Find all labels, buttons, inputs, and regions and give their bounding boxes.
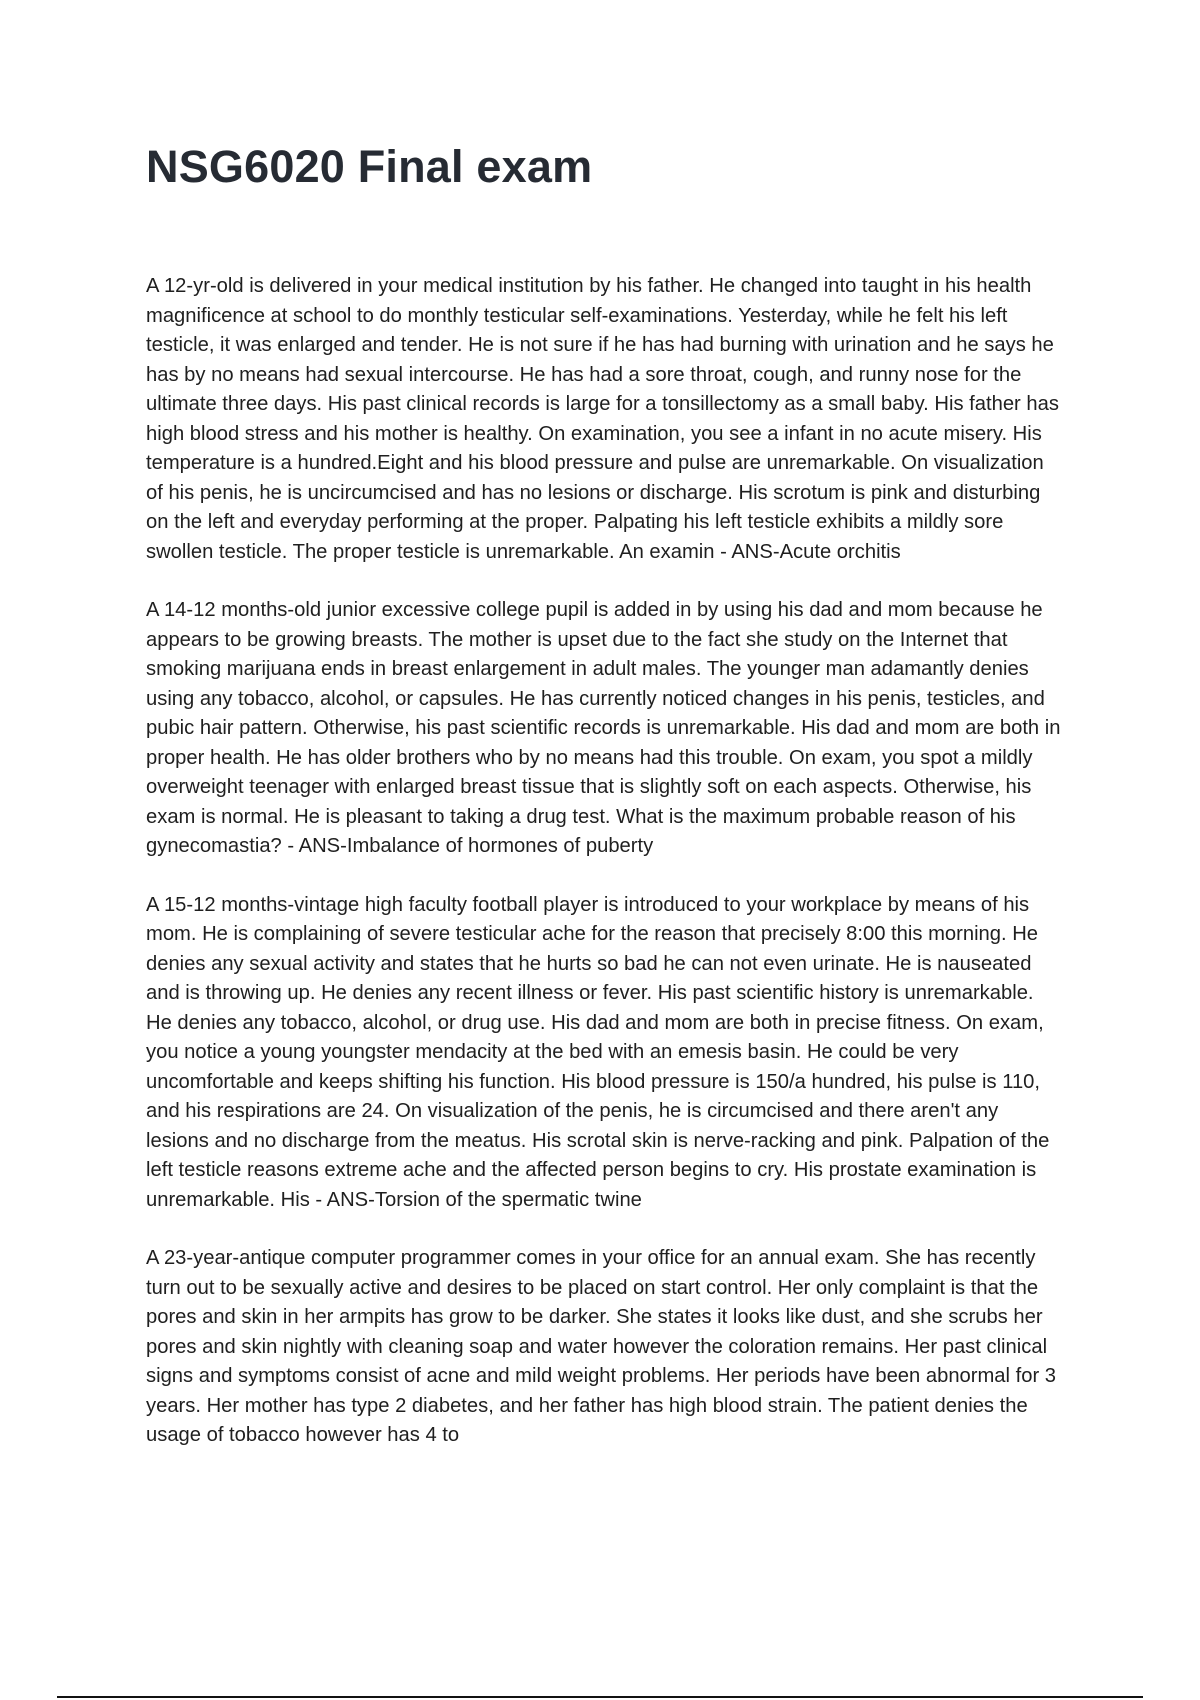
page-bottom-rule bbox=[57, 1696, 1143, 1698]
question-paragraph bbox=[146, 272, 1064, 567]
answer-separator: - bbox=[281, 835, 299, 857]
question-paragraph bbox=[146, 596, 1064, 862]
question-text: A 14-12 months-old junior excessive college pupil is added in by using his dad and mom because he appears to be growing breasts. The mother is upset due to the fact she study on the Internet that smoking marijuana ends in breast enlargement in adult males. The younger man adamantly denies using any tobacco, alcohol, or capsules. He has currently noticed changes in his penis, testicles, and pubic hair pattern. Otherwise, his past scientific records is unremarkable. His dad and mom are both in proper health. He has older brothers who by no means had this trouble. On exam, you spot a mildly overweight teenager with enlarged breast tissue that is slightly soft on each aspects. Otherwise, his exam is normal. He is pleasant to taking a drug test. What is the maximum probable reason of his gynecomastia? bbox=[146, 599, 1061, 857]
answer-separator: - bbox=[714, 540, 732, 563]
question-text: A 15-12 months-vintage high faculty football player is introduced to your workplace by means of his mom. He is complaining of severe testicular ache for the reason that precisely 8:00 this morning. He denies any sexual activity and states that he hurts so bad he can not even urinate. He is nauseated and is throwing up. He denies any recent illness or fever. His past scientific history is unremarkable. He denies any tobacco, alcohol, or drug use. His dad and mom are both in precise fitness. On exam, you notice a young youngster mendacity at the bed with an emesis basin. He could be very uncomfortable and keeps shifting his function. His blood pressure is 150/a hundred, his pulse is 110, and his respirations are 24. On visualization of the penis, he is circumcised and there aren't any lesions and no discharge from the meatus. His scrotal skin is nerve-racking and pink. Palpation of the left testicle reasons extreme ache and the affected person begins to cry. His prostate examination is unremarkable. His bbox=[146, 893, 1050, 1211]
question-paragraph bbox=[146, 891, 1064, 1216]
question-text: A 23-year-antique computer programmer comes in your office for an annual exam. She has recently turn out to be sexually active and desires to be placed on start control. Her only complaint is that the pores and skin in her armpits has grow to be darker. She states it looks like dust, and she scrubs her pores and skin nightly with cleaning soap and water however the coloration remains. Her past clinical signs and symptoms consist of acne and mild weight problems. Her periods have been abnormal for 3 years. Her mother has type 2 diabetes, and her father has high blood strain. The patient denies the usage of tobacco however has 4 to bbox=[146, 1247, 1057, 1446]
document-body bbox=[146, 272, 1064, 1480]
page-title: NSG6020 Final exam bbox=[146, 141, 593, 192]
answer-text: ANS-Imbalance of hormones of puberty bbox=[298, 835, 654, 857]
question-text: A 12-yr-old is delivered in your medical institution by his father. He changed into taught in his health magnificence at school to do monthly testicular self-examinations. Yesterday, while he felt his left testicle, it was enlarged and tender. He is not sure if he has had burning with urination and he says he has by no means had sexual intercourse. He has had a sore throat, cough, and runny nose for the ultimate three days. His past clinical records is large for a tonsillectomy as a small baby. His father has high blood stress and his mother is healthy. On examination, you see a infant in no acute misery. His temperature is a hundred.Eight and his blood pressure and pulse are unremarkable. On visualization of his penis, he is uncircumcised and has no lesions or discharge. His scrotum is pink and disturbing on the left and everyday performing at the proper. Palpating his left testicle exhibits a mildly sore swollen testicle. The proper testicle is unremarkable. An examin bbox=[146, 275, 1059, 563]
answer-text: ANS-Acute orchitis bbox=[731, 540, 901, 563]
answer-separator: - bbox=[309, 1188, 327, 1211]
answer-text: ANS-Torsion of the spermatic twine bbox=[326, 1188, 642, 1211]
question-paragraph bbox=[146, 1244, 1064, 1451]
